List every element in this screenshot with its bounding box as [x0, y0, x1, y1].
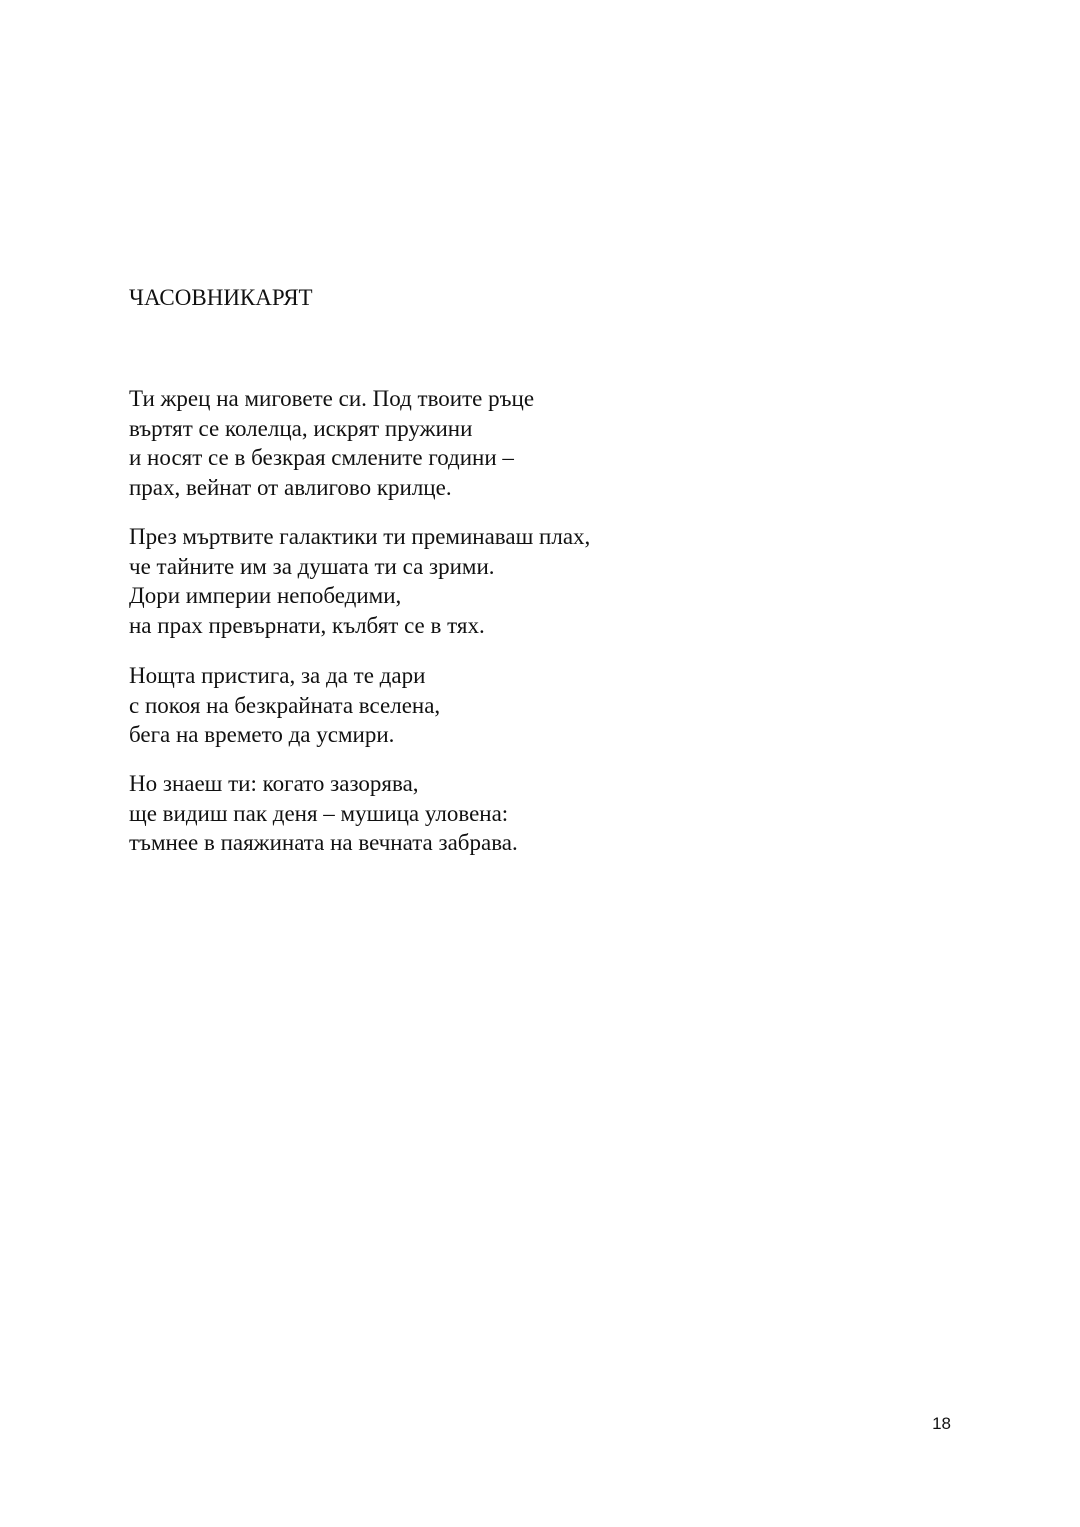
poem-line: През мъртвите галактики ти преминаваш плах,	[129, 524, 591, 549]
poem-line: Нощта пристига, за да те дари	[129, 663, 426, 688]
poem-line: ще видиш пак деня – мушица уловена:	[129, 800, 509, 826]
poem-line: тъмнее в паяжината на вечната забрава.	[129, 830, 518, 855]
poem-line: че тайните им за душата ти са зрими.	[129, 553, 495, 579]
poem-title: ЧАСОВНИКАРЯТ	[129, 285, 313, 310]
poem-line: бега на времето да усмири.	[129, 722, 395, 747]
poem-line: на прах превърнати, кълбят се в тях.	[129, 612, 485, 638]
poem-line: въртят се колелца, искрят пружини	[129, 415, 473, 441]
poem-line: прах, вейнат от авлигово крилце.	[129, 474, 452, 500]
poem-line: Но знаеш ти: когато зазорява,	[129, 771, 419, 796]
poem-line: с покоя на безкрайната вселена,	[129, 692, 441, 718]
stanza-4	[129, 769, 518, 858]
stanza-3	[129, 661, 440, 750]
poem-line: Дори империи непобедими,	[129, 583, 402, 608]
poem-line: Ти жрец на миговете си. Под твоите ръце	[129, 386, 535, 411]
stanza-1	[129, 384, 534, 502]
stanza-2	[129, 522, 590, 640]
poem-line: и носят се в безкрая смлените години –	[129, 445, 514, 470]
page-number: 18	[932, 1414, 951, 1433]
